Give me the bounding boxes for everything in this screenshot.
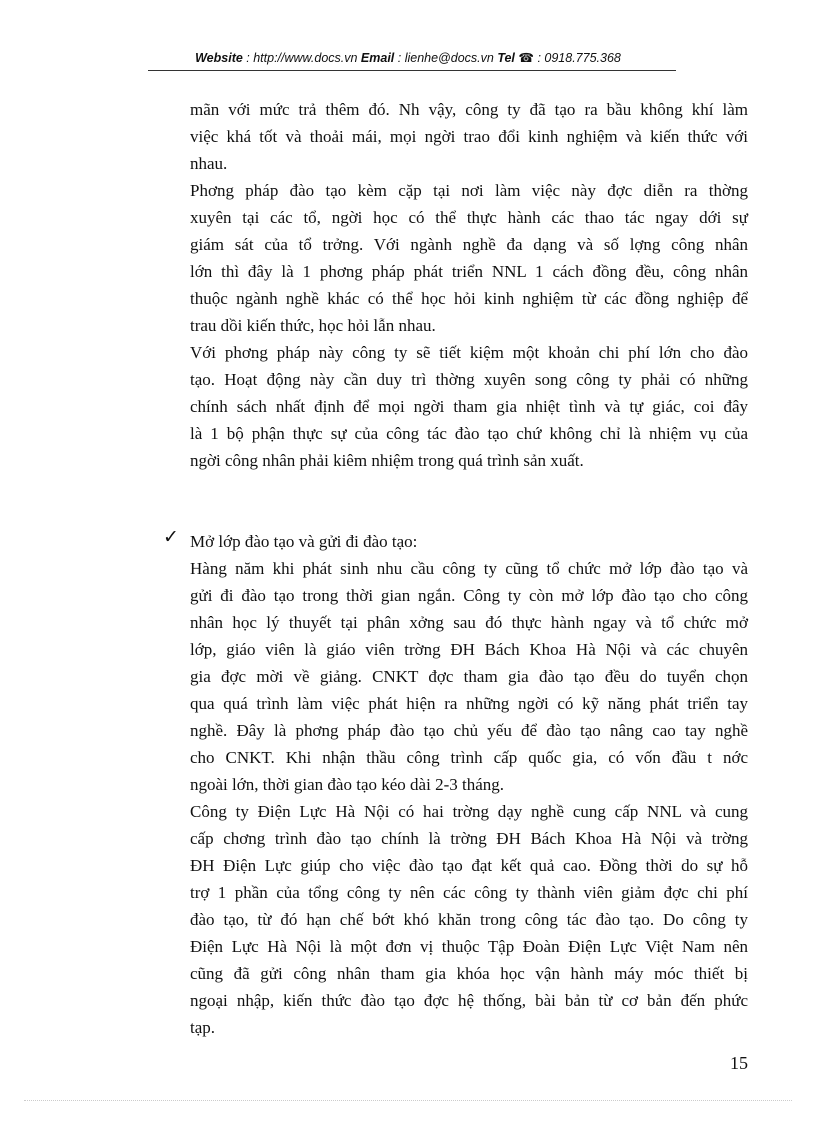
text-line: nhân học lý thuyết tại phân xởng sau đó thực hành ngay và tổ chức mở <box>190 613 748 632</box>
text-line: cấp chơng trình đào tạo chính là trờng ĐH Bách Khoa Hà Nội và trờng <box>190 829 748 848</box>
text-line: trau dồi kiến thức, học hỏi lẫn nhau. <box>190 316 436 335</box>
text-line: giám sát của tổ trởng. Với ngành nghề đa dạng và số lợng công nhân <box>190 235 748 254</box>
spacer <box>190 501 748 528</box>
text-line: đào tạo, từ đó hạn chế bớt khó khăn trong công tác đào tạo. Do công ty <box>190 910 748 929</box>
text-line: chính sách nhất định để mọi ngời tham gia nhiệt tình và tự giác, coi đây <box>190 397 748 416</box>
text-line: mãn với mức trả thêm đó. Nh vậy, công ty đã tạo ra bầu không khí làm <box>190 100 748 119</box>
website-label: Website <box>195 51 243 65</box>
spacer <box>190 474 748 501</box>
text-line: xuyên tại các tổ, ngời học có thể thực hành các thao tác ngay dới sự <box>190 208 748 227</box>
text-line: ngoại nhập, kiến thức đào tạo đợc hệ thống, bài bản từ cơ bản đến phức <box>190 991 748 1010</box>
paragraph-4 <box>190 555 748 798</box>
text-line: nhau. <box>190 154 228 173</box>
text-line: lớn thì đây là 1 phơng pháp phát triển NNL 1 cách đồng đều, công nhân <box>190 262 748 281</box>
email-value: : lienhe@docs.vn <box>394 51 498 65</box>
text-line: Hàng năm khi phát sinh nhu cầu công ty cũng tổ chức mở lớp đào tạo và <box>190 559 748 578</box>
text-line: nghề. Đây là phơng pháp đào tạo chủ yếu để đào tạo nâng cao tay nghề <box>190 721 748 740</box>
text-line: là 1 bộ phận thực sự của công tác đào tạo chứ không chỉ là nhiệm vụ của <box>190 424 748 443</box>
text-line: Với phơng pháp này công ty sẽ tiết kiệm một khoản chi phí lớn cho đào <box>190 343 748 362</box>
text-line: Công ty Điện Lực Hà Nội có hai trờng dạy nghề cung cấp NNL và cung <box>190 802 748 821</box>
document-body <box>163 96 748 1041</box>
text-line: ngời công nhân phải kiêm nhiệm trong quá trình sản xuất. <box>190 451 584 470</box>
text-line: cho CNKT. Khi nhận thầu công trình cấp quốc gia, có vốn đầu t nớc <box>190 748 748 767</box>
paragraph-2 <box>190 177 748 339</box>
text-line: việc khá tốt và thoải mái, mọi ngời trao đổi kinh nghiệm và kiến thức với <box>190 127 748 146</box>
paragraph-1 <box>190 96 748 177</box>
text-line: tạp. <box>190 1018 216 1037</box>
paragraph-3 <box>190 339 748 474</box>
text-line: ĐH Điện Lực giúp cho việc đào tạo đạt kết quả cao. Đồng thời do sự hỗ <box>190 856 748 875</box>
paragraph-5 <box>190 798 748 1041</box>
text-line: Điện Lực Hà Nội là một đơn vị thuộc Tập Đoàn Điện Lực Việt Nam nên <box>190 937 748 956</box>
bullet-heading-text: Mở lớp đào tạo và gửi đi đào tạo: <box>190 532 418 551</box>
header-divider <box>148 70 676 71</box>
page-header <box>0 50 816 65</box>
page-number: 15 <box>730 1053 748 1073</box>
website-value: : http://www.docs.vn <box>242 51 361 65</box>
text-line: trợ 1 phần của tổng công ty nên các công ty thành viên giảm đợc chi phí <box>190 883 748 902</box>
text-line: gửi đi đào tạo trong thời gian ngắn. Công ty còn mở lớp đào tạo cho công <box>190 586 748 605</box>
text-line: thuộc ngành nghề khác có thể học hỏi kinh nghiệm từ các đồng nghiệp để <box>190 289 748 308</box>
footer-divider <box>24 1100 792 1101</box>
email-label: Email <box>360 51 395 65</box>
text-line: Phơng pháp đào tạo kèm cặp tại nơi làm việc này đợc diễn ra thờng <box>190 181 748 200</box>
bullet-heading <box>163 526 748 555</box>
phone-icon: ☎ <box>518 51 534 65</box>
text-line: qua quá trình làm việc phát hiện ra những ngời có kỹ năng phát triển tay <box>190 694 748 713</box>
text-line: gia đợc mời về giảng. CNKT đợc tham gia đào tạo đều do tuyển chọn <box>190 667 748 686</box>
text-line: lớp, giáo viên là giáo viên trờng ĐH Bách Khoa Hà Nội và các chuyên <box>190 640 748 659</box>
tel-label: Tel <box>497 51 515 65</box>
text-line: tạo. Hoạt động này cần duy trì thờng xuyên song công ty phải có những <box>190 370 748 389</box>
text-line: cũng đã gửi công nhân tham gia khóa học vận hành máy móc thiết bị <box>190 964 748 983</box>
checkmark-icon: ✓ <box>163 526 179 548</box>
tel-value: : 0918.775.368 <box>533 51 621 65</box>
text-line: ngoài lớn, thời gian đào tạo kéo dài 2-3 tháng. <box>190 775 504 794</box>
